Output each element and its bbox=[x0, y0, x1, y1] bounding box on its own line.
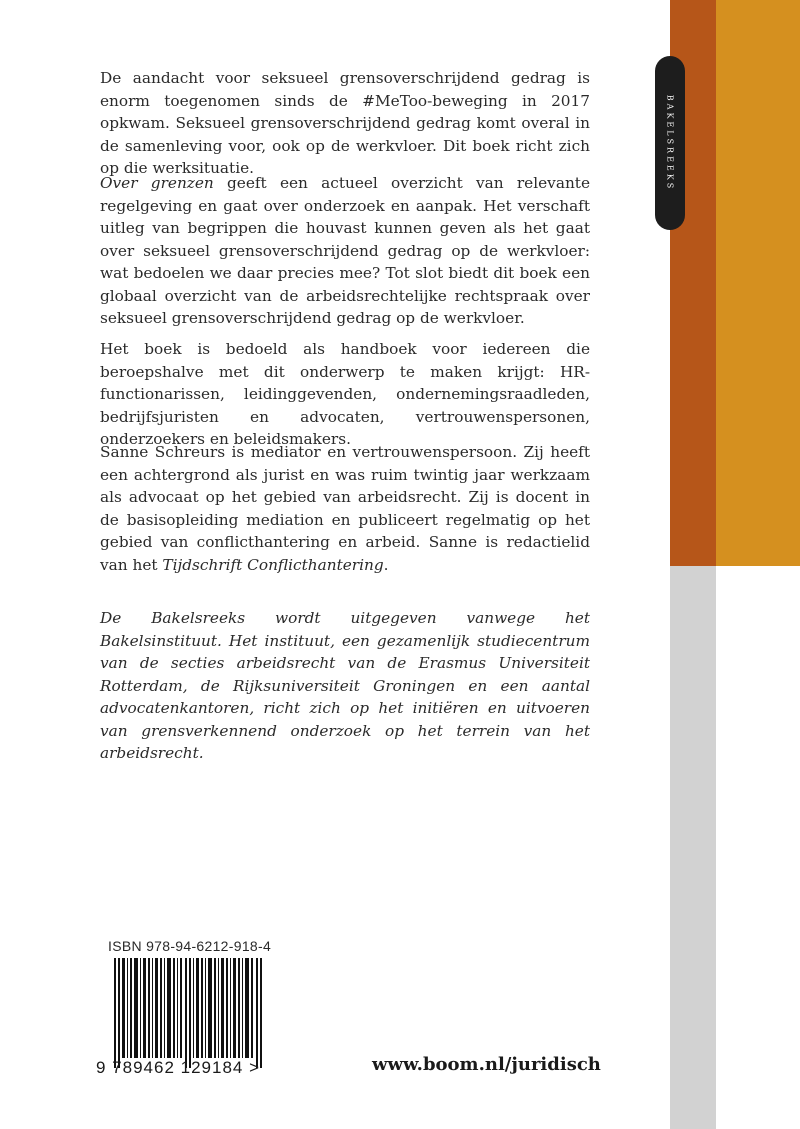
author-text: Sanne Schreurs is mediator en vertrouwenspersoon. Zij heeft een achtergrond als jurist en was ruim twintig jaar werkzaam als advocaat op het gebied van arbeidsrecht. Zij is docent in de basisopleiding mediation en publiceert regelmatig op het gebied van conflicthantering en arbeid. Sanne is redactielid van het bbox=[100, 443, 590, 574]
journal-title: Tijdschrift Conflicthantering bbox=[162, 555, 384, 574]
author-text-end: . bbox=[383, 555, 389, 574]
book-title: Over grenzen bbox=[100, 174, 214, 192]
overview-text: geeft een actueel overzicht van relevante regelgeving en gaat over onderzoek en aanpak. Het verschaft uitleg van begrippen die houvast kunnen geven als het gaat over seksueel grensoverschrijdend gedrag op de werkvloer: wat bedoelen we daar precies mee? Tot slot biedt dit boek een globaal overzicht van de arbeidsrechtelijke rechtspraak over seksueel grensoverschrijdend gedrag op de werkvloer. bbox=[100, 174, 590, 327]
intro-paragraph: De aandacht voor seksueel grensoverschrijdend gedrag is enorm toegenomen sinds de #MeToo-beweging in 2017 opkwam. Seksueel grensoverschrijdend gedrag komt overal in de samenleving voor, ook op de werkvloer. Dit boek richt zich op die werksituatie. bbox=[100, 69, 590, 177]
audience-paragraph: Het boek is bedoeld als handboek voor iedereen die beroepshalve met dit onderwerp te maken krijgt: HR-functionarissen, leidinggevenden, ondernemingsraadleden, bedrijfsjuristen en advocaten, vertrouwenspersonen, onderzoekers en beleidsmakers. bbox=[100, 340, 590, 448]
spine-band-grey bbox=[670, 566, 716, 1129]
isbn-text: ISBN 978-94-6212-918-4 bbox=[108, 938, 272, 954]
spine-band-gold bbox=[716, 0, 800, 566]
overview-paragraph bbox=[100, 172, 590, 330]
publisher-website: www.boom.nl/juridisch bbox=[372, 1054, 601, 1075]
barcode bbox=[114, 958, 264, 1068]
series-tab bbox=[655, 56, 685, 230]
series-tab-label: BAKELSREEKS bbox=[665, 94, 675, 192]
author-paragraph bbox=[100, 441, 590, 576]
series-paragraph: De Bakelsreeks wordt uitgegeven vanwege het Bakelsinstituut. Het instituut, een gezamenlijk studiecentrum van de secties arbeidsrecht van de Erasmus Universiteit Rotterdam, de Rijksuniversiteit Groningen en een aantal advocatenkantoren, richt zich op het initiëren en uitvoeren van grensverkennend onderzoek op het terrein van het arbeidsrecht. bbox=[100, 609, 590, 762]
barcode-digits: 9 789462 129184 > bbox=[96, 1058, 261, 1077]
